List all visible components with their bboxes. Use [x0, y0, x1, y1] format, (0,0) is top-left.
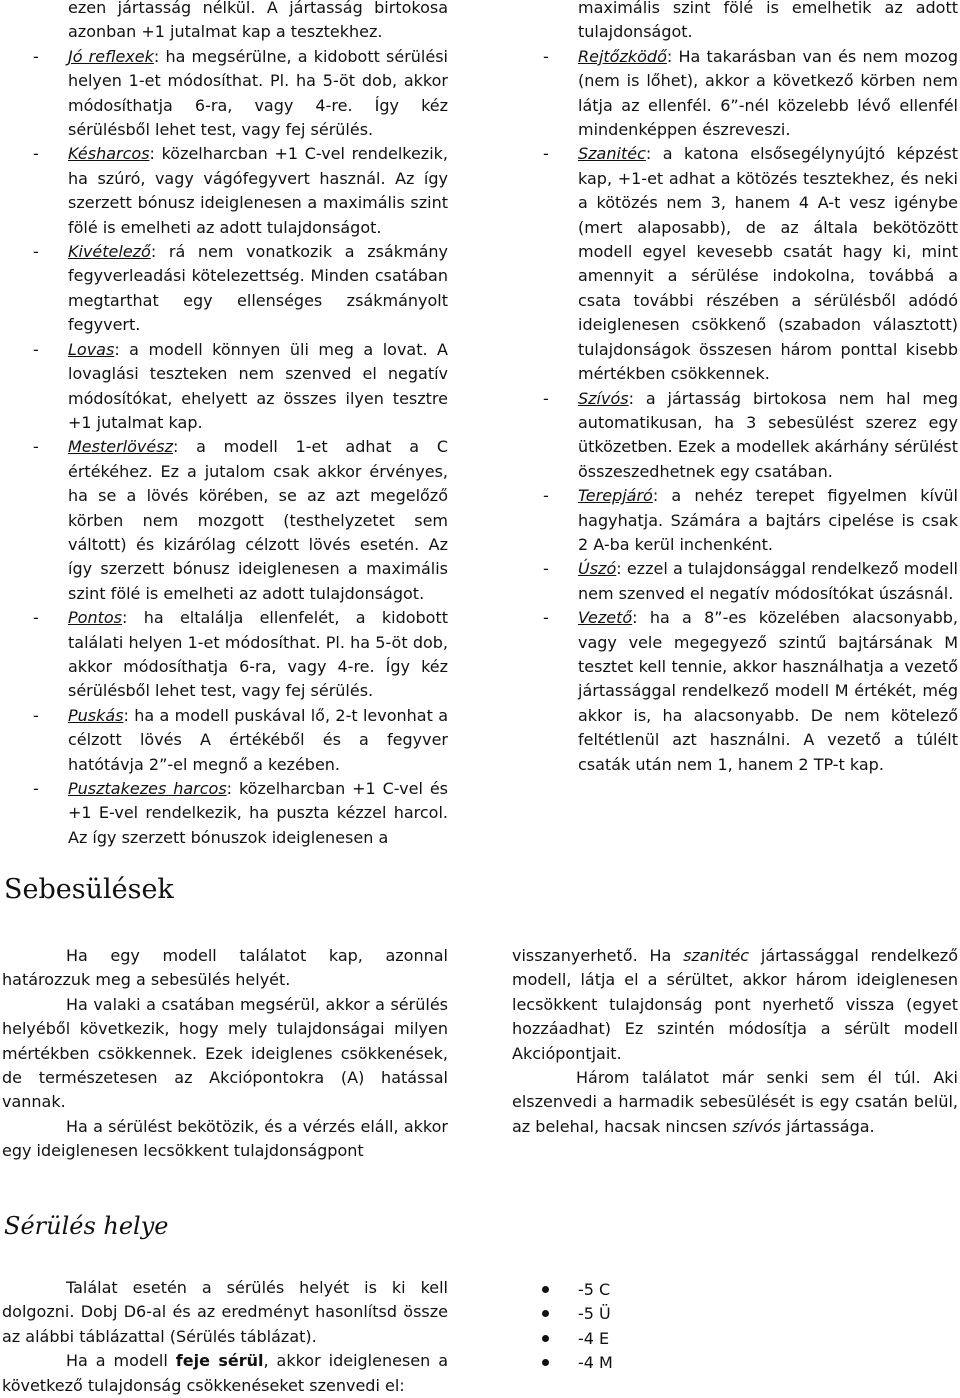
- dash: -: [33, 779, 39, 798]
- skill-text: : ha megsérülne, a kidobott sérülési helyen 1-et módosíthat. Pl. ha 5-öt dob, akkor módosíthatja 6-ra, vagy 4-re. Így kéz sérülésből lehet test, vagy fej sérülés.: [68, 46, 449, 140]
- bullet-list: [540, 1278, 613, 1376]
- skill-text: : a jártasság birtokosa nem hal meg automatikusan, ha 3 sebesülést szerez egy ütközetben. Ezek a modellek akárhány sérülést összeszedhetnek egy csatában.: [578, 388, 958, 481]
- skill-ref: szanitéc: [683, 946, 750, 965]
- paragraph: [512, 944, 958, 1066]
- text: Ha a modell: [66, 1351, 176, 1371]
- skill-name: Kivételező: [68, 242, 151, 262]
- skill-text: : a katona elsősegélynyújtó képzést kap, +1-et adhat a kötözés tesztekhez, és neki a kötözés nem 3, hanem 4 A-t vesz igénybe (mert alaposabb), de az általa bekötözött modell egyel kevesebb csatát hagy ki, mint amennyit a sérülése indokolna, továbbá a csata további részében a sérülésből adódó ideiglenesen csökkenő (szabadon választott) tulajdonságok összesen három ponttal kisebb mértékben csökkennek.: [578, 144, 958, 384]
- skill-name: Vezető: [578, 608, 633, 628]
- list-item: [0, 606, 448, 704]
- skill-text: : közelharcban +1 C-vel és +1 E-vel rendelkezik, ha puszta kézzel harcol. Az így szerzett bónuszok ideiglenesen a: [68, 779, 448, 847]
- list-item: [510, 484, 958, 557]
- paragraph: [512, 1066, 958, 1139]
- section-heading: Sebesülések: [4, 874, 174, 905]
- text: Három találatot már senki sem él túl. Aki elszenvedi a harmadik sebesülését is egy csatán belül, az belehal, hacsak nincsen: [512, 1068, 958, 1136]
- dash: -: [33, 242, 39, 262]
- dash: -: [543, 559, 549, 579]
- dash: -: [543, 486, 549, 506]
- dash: -: [543, 608, 549, 628]
- list-item: [0, 338, 448, 436]
- location-left: [2, 1276, 448, 1398]
- dash: -: [33, 705, 39, 725]
- wounds-left: [2, 944, 448, 1164]
- skill-text: : a modell 1-et adhat a C értékéhez. Ez a jutalom csak akkor érvényes, ha se a lövés körében, se az azt megelőző körben nem mozgott (testhelyzetet sem váltott) és kizárólag célzott lövés esetén. Az így szerzett bónusz ideiglenesen a maximális szint fölé is emelheti az adott tulajdonságot.: [68, 437, 448, 603]
- skill-ref: szívós: [732, 1116, 782, 1136]
- list-item: [510, 606, 958, 777]
- dash: -: [543, 144, 549, 164]
- skill-text: : ha eltalálja ellenfelét, a kidobott találati helyen 1-et módosíthat. Pl. ha 5-öt dob, akkor módosíthatja 6-ra, vagy 4-re. Így kéz sérülésből lehet test, vagy fej sérülés.: [68, 608, 448, 701]
- dash: -: [33, 437, 39, 457]
- skill-name: Úszó: [578, 559, 617, 579]
- skill-text: : ezzel a tulajdonsággal rendelkező modell nem szenved el negatív módosítókat úszásnál.: [578, 559, 958, 603]
- bold-text: feje sérül: [175, 1351, 264, 1371]
- list-item: [0, 45, 448, 143]
- skill-text: : ha a modell puskával lő, 2-t levonhat a célzott lövés A értékéből és a fegyver hatótávja 2”-el megnő a kezében.: [68, 705, 448, 774]
- skill-text: : Ha takarásban van és nem mozog (nem is lőhet), akkor a következő körben nem látja az ellenfél. 6”-nél közelebb lévő ellenfél mindenképpen észreveszi.: [578, 46, 958, 140]
- paragraph: Találat esetén a sérülés helyét is ki kell dolgozni. Dobj D6-al és az eredményt hasonlítsd össze az alábbi táblázattal (Sérülés táblázat).: [2, 1278, 448, 1346]
- skill-name: Késharcos: [68, 144, 150, 164]
- skill-name: Terepjáró: [578, 486, 653, 506]
- skill-name: Pontos: [68, 608, 122, 628]
- wounds-right: [512, 944, 958, 1139]
- left-column: [0, 0, 448, 850]
- skill-text: : a modell könnyen üli meg a lovat. A lovaglási teszteken nem szenved el negatív módosítókat, ehelyett az összes ilyen tesztre +1 jutalmat kap.: [68, 339, 448, 432]
- list-item: [0, 704, 448, 777]
- skill-text: : a nehéz terepet figyelmen kívül hagyhatja. Számára a bajtárs cipelése is csak 2 A-ba kerül inchenként.: [578, 486, 958, 554]
- text: visszanyerhető. Ha: [512, 946, 684, 965]
- skill-name: Pusztakezes harcos: [68, 779, 227, 798]
- list-item: -5 Ü: [540, 1302, 613, 1326]
- right-column: [510, 0, 958, 777]
- section-heading: Sérülés helye: [4, 1212, 169, 1240]
- continued-text: maximális szint fölé is emelhetik az adott tulajdonságot.: [578, 0, 958, 42]
- skill-name: Mesterlövész: [68, 437, 173, 457]
- list-item: [510, 557, 958, 606]
- skill-name: Rejtőzködő: [578, 46, 667, 66]
- dash: -: [543, 46, 549, 66]
- skill-name: Szanitéc: [578, 144, 646, 164]
- text: , akkor ideiglenesen a következő tulajdonság csökkenéseket szenvedi el:: [2, 1351, 449, 1395]
- skill-name: Puskás: [68, 705, 124, 725]
- dash: -: [33, 608, 39, 628]
- list-item: [0, 435, 448, 606]
- paragraph: [2, 1349, 448, 1398]
- list-item: -4 M: [540, 1351, 613, 1375]
- list-item: [510, 387, 958, 485]
- list-item: [510, 45, 958, 143]
- list-item: -5 C: [540, 1278, 613, 1302]
- dash: -: [33, 144, 39, 164]
- continued-text: ezen jártasság nélkül. A jártasság birtokosa azonban +1 jutalmat kap a tesztekhez.: [68, 0, 448, 42]
- skill-text: : ha a 8”-es közelében alacsonyabb, vagy vele megegyező szintű bajtársának M tesztet kell tennie, akkor használhatja a vezető jártassággal rendelkező modell M értékét, még akkor is, ha alacsonyabb. De nem kötelező feltétlenül azt használni. A vezető a túlélt csaták után nem 1, hanem 2 TP-t kap.: [578, 608, 958, 774]
- list-item: [0, 240, 448, 338]
- paragraph: Ha egy modell találatot kap, azonnal határozzuk meg a sebesülés helyét.: [2, 946, 448, 990]
- dash: -: [33, 339, 39, 359]
- list-item: [0, 142, 448, 240]
- list-item: [0, 777, 448, 850]
- list-item: -4 E: [540, 1327, 613, 1351]
- text: jártassága.: [781, 1116, 875, 1136]
- skill-name: Lovas: [68, 339, 115, 359]
- list-item: [510, 142, 958, 386]
- text: jártassággal rendelkező modell, látja el a sérültet, akkor három ideiglenesen lecsökkent tulajdonság pont nyerhető vissza (egyet hozzáadhat) Ez szintén módosítja a sérült modell Akciópontjait.: [512, 946, 958, 1063]
- paragraph: Ha valaki a csatában megsérül, akkor a sérülés helyéből következik, hogy mely tulajdonságai milyen mértékben csökkennek. Ezek ideiglenes csökkenések, de természetesen az Akciópontokra (A) hatással vannak.: [2, 994, 448, 1112]
- skill-text: : rá nem vonatkozik a zsákmány fegyverleadási kötelezettség. Minden csatában megtarthat egy ellenséges zsákmányolt fegyvert.: [68, 242, 448, 335]
- dash: -: [33, 46, 39, 66]
- skill-text: : közelharcban +1 C-vel rendelkezik, ha szúró, vagy vágófegyvert használ. Az így szerzett bónusz ideiglenesen a maximális szint fölé is emelheti az adott tulajdonságot.: [68, 144, 448, 237]
- paragraph: Ha a sérülést bekötözik, és a vérzés eláll, akkor egy ideiglenesen lecsökkent tulajdonságpont: [2, 1116, 448, 1161]
- dash: -: [543, 388, 549, 408]
- skill-name: Szívós: [578, 388, 629, 408]
- skill-name: Jó reflexek: [68, 46, 154, 66]
